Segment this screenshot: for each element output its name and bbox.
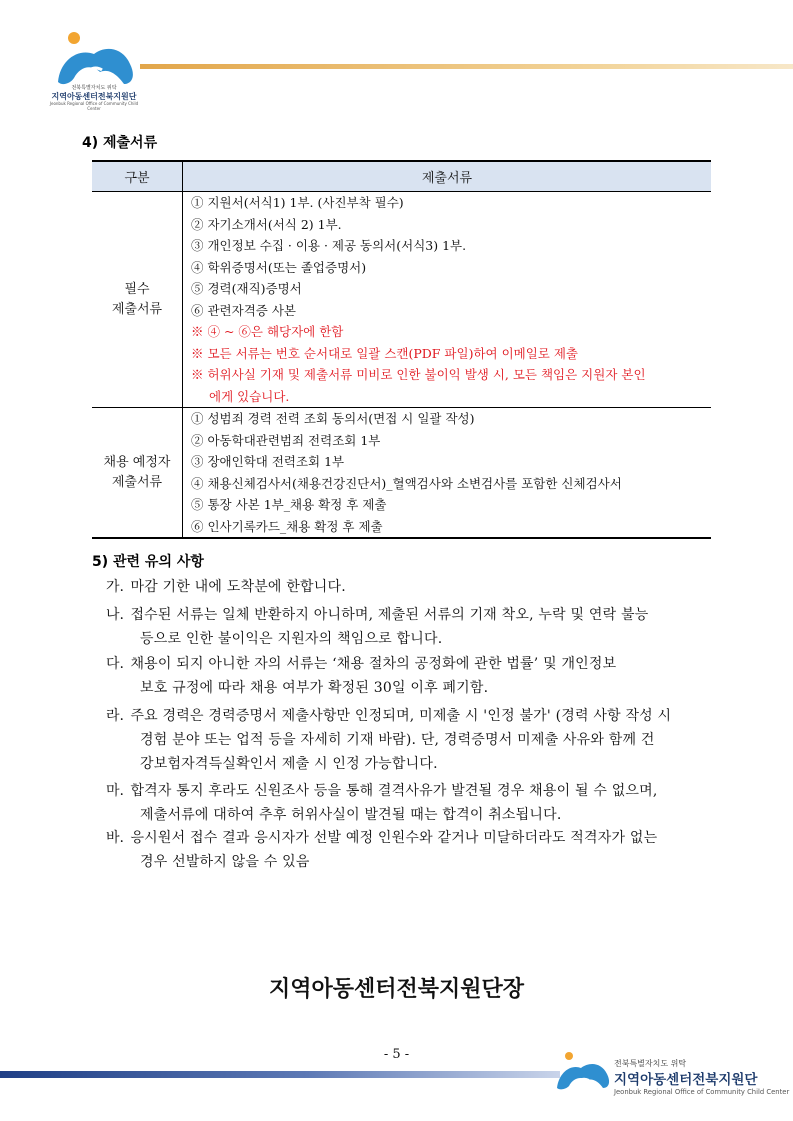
note-text: 응시원서 접수 결과 응시자가 선발 예정 인원수와 같거나 미달하더라도 적격자가 없는 xyxy=(130,830,658,846)
category-required xyxy=(92,192,183,408)
signature: 지역아동센터전북지원단장 xyxy=(268,977,525,1002)
table-row-prospective xyxy=(92,408,711,539)
note-text: 경험 분야 또는 업적 등을 자세히 기재 바람). 단, 경력증명서 미제출 사유와 함께 건 xyxy=(140,732,655,748)
footer-logo-icon xyxy=(553,1048,615,1100)
footer-english: Jeonbuk Regional Office of Community Child Center xyxy=(614,1088,790,1096)
note-item xyxy=(106,575,726,599)
footer-small-text: 전북특별자치도 위탁 xyxy=(614,1059,687,1068)
items-prospective xyxy=(183,408,712,539)
note-item xyxy=(106,704,726,776)
header-logo-english: Jeonbuk Regional Office of Community Child Center xyxy=(49,101,139,111)
documents-table xyxy=(92,160,711,539)
note-text: 등으로 인한 불이익은 지원자의 책임으로 합니다. xyxy=(140,631,443,647)
category-prospective xyxy=(92,408,183,539)
list-item-note: ※ ④ ~ ⑥은 해당자에 한함 xyxy=(191,324,344,339)
list-item: ⑤ 통장 사본 1부_채용 확정 후 제출 xyxy=(191,497,387,512)
table-header-documents: 제출서류 xyxy=(183,161,712,192)
section-title-documents: 4) 제출서류 xyxy=(82,135,158,151)
note-text: 합격자 통지 후라도 신원조사 등을 통해 결격사유가 발견될 경우 채용이 될 수 없으며, xyxy=(130,783,658,799)
header-divider xyxy=(140,64,793,69)
section-title-notes: 5) 관련 유의 사항 xyxy=(92,554,204,570)
list-item: ④ 학위증명서(또는 졸업증명서) xyxy=(191,259,367,275)
note-marker: 가. xyxy=(106,579,124,595)
items-required xyxy=(183,192,712,408)
category-line: 채용 예정자 xyxy=(103,454,171,470)
note-text: 경우 선발하지 않을 수 있음 xyxy=(140,854,310,870)
note-item xyxy=(106,779,726,827)
list-item-note: 에게 있습니다. xyxy=(209,388,290,404)
list-item: ① 성범죄 경력 전력 조회 동의서(면접 시 일괄 작성) xyxy=(191,411,475,426)
footer-name: 지역아동센터전북지원단 xyxy=(614,1072,758,1088)
note-text: 제출서류에 대하여 추후 허위사실이 발견될 때는 합격이 취소됩니다. xyxy=(140,807,562,823)
note-marker: 마. xyxy=(106,783,124,799)
note-item xyxy=(106,652,726,700)
note-text: 보호 규정에 따라 채용 여부가 확정된 30일 이후 폐기함. xyxy=(140,680,489,696)
footer-divider xyxy=(0,1071,560,1078)
category-line: 제출서류 xyxy=(111,301,163,317)
list-item: ② 자기소개서(서식 2) 1부. xyxy=(191,216,342,232)
category-line: 제출서류 xyxy=(111,474,163,490)
list-item: ④ 채용신체검사서(채용건강진단서)_혈액검사와 소변검사를 포함한 신체검사서 xyxy=(191,475,622,491)
list-item: ⑤ 경력(재직)증명서 xyxy=(191,281,302,296)
list-item: ③ 장애인학대 전력조회 1부 xyxy=(191,454,345,469)
list-item-note: ※ 허위사실 기재 및 제출서류 미비로 인한 불이익 발생 시, 모든 책임은 지원자 본인 xyxy=(191,367,646,382)
page-number: - 5 - xyxy=(383,1047,410,1062)
note-text: 채용이 되지 아니한 자의 서류는 ‘채용 절차의 공정화에 관한 법률’ 및 개인정보 xyxy=(130,656,617,672)
note-text: 강보험자격득실확인서 제출 시 인정 가능합니다. xyxy=(140,756,438,772)
note-item xyxy=(106,826,726,874)
list-item: ⑥ 관련자격증 사본 xyxy=(191,302,296,318)
note-text: 주요 경력은 경력증명서 제출사항만 인정되며, 미제출 시 '인정 불가' (경력 사항 작성 시 xyxy=(130,708,672,724)
note-marker: 바. xyxy=(106,830,124,846)
header-logo-small-text: 전북특별자치도 위탁 xyxy=(71,85,117,91)
note-item xyxy=(106,603,726,651)
note-text: 접수된 서류는 일체 반환하지 아니하며, 제출된 서류의 기재 착오, 누락 및 연락 불능 xyxy=(130,607,649,623)
list-item-note: ※ 모든 서류는 번호 순서대로 일괄 스캔(PDF 파일)하여 이메일로 제출 xyxy=(191,345,578,361)
header-logo-name: 지역아동센터전북지원단 xyxy=(51,92,137,101)
table-row-required xyxy=(92,192,711,408)
note-text: 마감 기한 내에 도착분에 한합니다. xyxy=(130,579,346,595)
list-item: ⑥ 인사기록카드_채용 확정 후 제출 xyxy=(191,518,383,534)
note-marker: 나. xyxy=(106,607,124,623)
list-item: ① 지원서(서식1) 1부. (사진부착 필수) xyxy=(191,195,404,210)
note-marker: 다. xyxy=(106,656,124,672)
note-marker: 라. xyxy=(106,708,124,724)
category-line: 필수 xyxy=(124,281,150,297)
table-header-category: 구분 xyxy=(92,161,183,192)
list-item: ③ 개인정보 수집 · 이용 · 제공 동의서(서식3) 1부. xyxy=(191,238,467,253)
list-item: ② 아동학대관련범죄 전력조회 1부 xyxy=(191,432,381,448)
